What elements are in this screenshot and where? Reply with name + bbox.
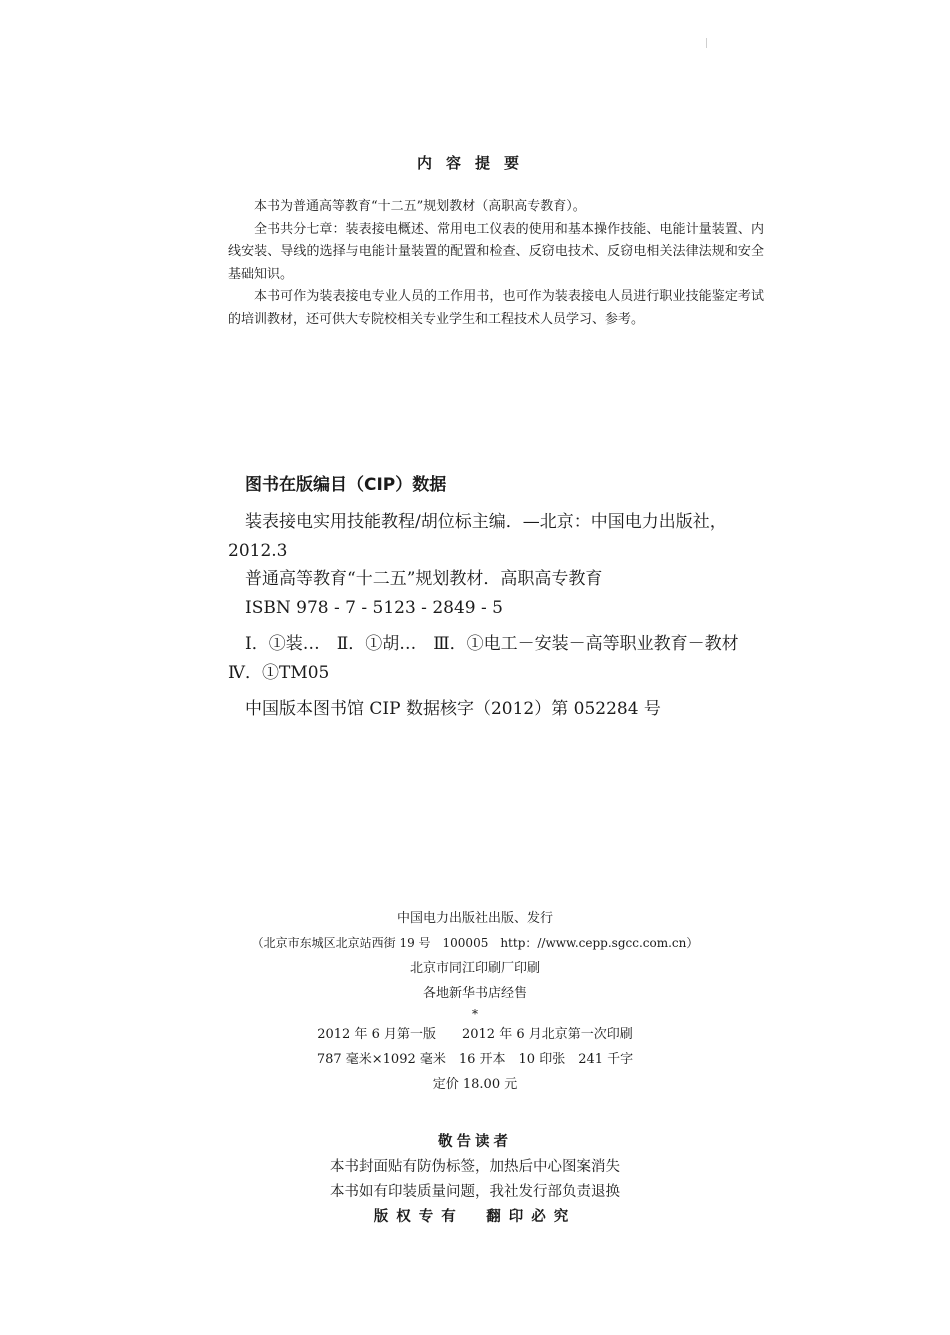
summary-paragraph: 全书共分七章：装表接电概述、常用电工仪表的使用和基本操作技能、电能计量装置、内线安装、导线的选择与电能计量装置的配置和检查、反窃电技术、反窃电相关法律法规和安全基础知识。 [228,221,764,282]
separator-star: * [472,1007,478,1021]
format-line: 787 毫米×1092 毫米 16 开本 10 印张 241 千字 [316,1052,634,1067]
reader-notice [0,1130,950,1230]
address-line: （北京市东城区北京站西街 19 号 100005 http：//www.cepp.sgcc.com.cn） [251,936,699,950]
notice-line: 本书如有印装质量问题，我社发行部负责退换 [330,1184,620,1200]
rights-line: 版权专有 翻印必究 [373,1209,577,1225]
cip-isbn: ISBN 978 - 7 - 5123 - 2849 - 5 [245,597,503,618]
cip-title: 图书在版编目（CIP）数据 [245,475,447,495]
summary-section [228,196,764,331]
cip-section [228,508,764,724]
price-line: 定价 18.00 元 [432,1077,518,1092]
cip-classification: Ⅰ．①装… Ⅱ．①胡… Ⅲ．①电工－安装－高等职业教育－教材 Ⅳ．①TM05 [228,634,756,683]
printer-line: 北京市同江印刷厂印刷 [409,961,540,976]
notice-title: 敬告读者 [438,1134,512,1150]
publication-info [0,906,950,1097]
cip-library-record: 中国版本图书馆 CIP 数据核字（2012）第 052284 号 [245,699,661,719]
cip-book-line: 装表接电实用技能教程/胡位标主编．—北京：中国电力出版社，2012.3 [228,512,727,561]
summary-title: 内容提要 [416,154,533,172]
notice-line: 本书封面贴有防伪标签，加热后中心图案消失 [330,1159,620,1175]
edition-line: 2012 年 6 月第一版 2012 年 6 月北京第一次印刷 [317,1027,633,1042]
summary-paragraph: 本书可作为装表接电专业人员的工作用书，也可作为装表接电人员进行职业技能鉴定考试的培训教材，还可供大专院校相关专业学生和工程技术人员学习、参考。 [228,289,764,327]
cip-series-line: 普通高等教育“十二五”规划教材．高职高专教育 [245,569,603,589]
distributor-line: 各地新华书店经售 [422,986,527,1001]
scan-mark [706,38,707,48]
publisher-line: 中国电力出版社出版、发行 [396,911,553,926]
summary-paragraph: 本书为普通高等教育“十二五”规划教材（高职高专教育）。 [254,199,586,214]
